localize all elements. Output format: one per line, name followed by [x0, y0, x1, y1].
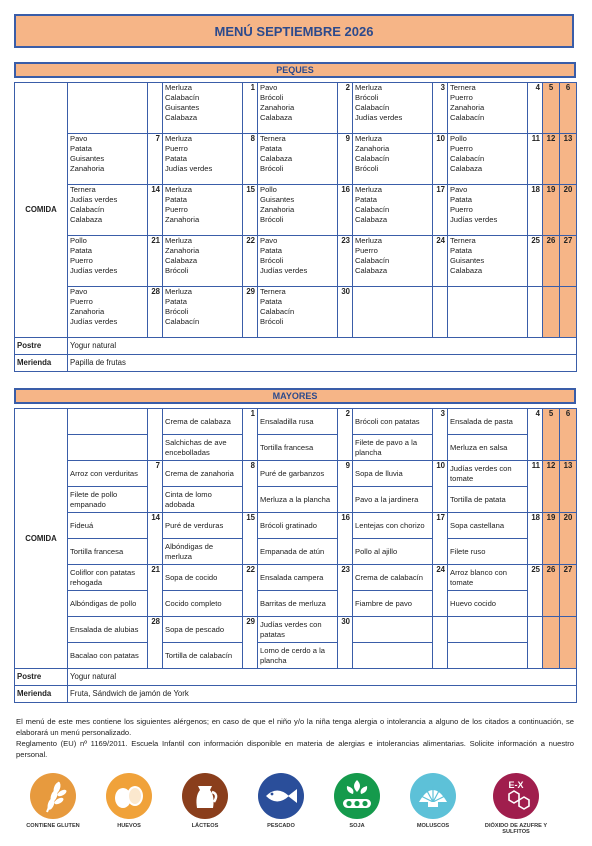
dish: Calabaza	[450, 266, 483, 275]
dish: Brócoli	[165, 266, 189, 275]
dish-second: Tortilla francesa	[258, 435, 338, 461]
peques-week-row	[15, 287, 577, 338]
weekend-day: 6	[560, 83, 577, 134]
dish-first: Judías verdes con tomate	[448, 461, 528, 487]
day-number: 17	[433, 185, 448, 236]
dish-second: Filete de pavo a la plancha	[353, 435, 433, 461]
allergen-soy	[324, 772, 390, 829]
dish: Judías verdes	[260, 266, 308, 275]
day-number: 15	[243, 513, 258, 565]
dish-first: Brócoli gratinado	[258, 513, 338, 539]
mayores-week-row	[15, 591, 577, 617]
allergen-sulphites	[476, 772, 556, 836]
dish: Pollo	[450, 134, 467, 143]
dish: Patata	[355, 195, 377, 204]
dish: Judías verdes	[355, 113, 403, 122]
postre-value: Yogur natural	[68, 338, 577, 355]
day-number: 21	[148, 236, 163, 287]
dish: Calabaza	[355, 266, 388, 275]
dish: Merluza	[355, 134, 383, 143]
day-dishes	[68, 287, 148, 338]
dish: Pavo	[450, 185, 468, 194]
dish-second: Pavo a la jardinera	[353, 487, 433, 513]
dish: Calabaza	[165, 113, 198, 122]
dish-second: Tortilla de patata	[448, 487, 528, 513]
day-number: 17	[433, 513, 448, 565]
dish: Calabaza	[355, 215, 388, 224]
peques-week-row	[15, 83, 577, 134]
day-dishes	[258, 134, 338, 185]
peques-section	[14, 62, 576, 372]
dish: Zanahoria	[260, 205, 295, 214]
day-number: 28	[148, 617, 163, 669]
merienda-label: Merienda	[15, 355, 68, 372]
dish: Pollo	[260, 185, 277, 194]
day-dishes	[448, 83, 528, 134]
dish-first: Ensalada de alubias	[68, 617, 148, 643]
weekend-day: 20	[560, 513, 577, 565]
dish: Ternera	[450, 83, 476, 92]
dish: Puerro	[165, 144, 188, 153]
dish: Zanahoria	[165, 215, 200, 224]
dish-first: Ensalada campera	[258, 565, 338, 591]
dish-first: Coliflor con patatas rehogada	[68, 565, 148, 591]
day-number: 24	[433, 236, 448, 287]
day-number	[433, 617, 448, 669]
dish-second	[448, 643, 528, 669]
dish-first	[68, 409, 148, 435]
dish: Patata	[450, 246, 472, 255]
dish-second: Pollo al ajillo	[353, 539, 433, 565]
day-dishes	[353, 185, 433, 236]
day-number: 10	[433, 134, 448, 185]
day-number: 16	[338, 185, 353, 236]
dish: Brócoli	[260, 215, 284, 224]
dish-first: Crema de calabaza	[163, 409, 243, 435]
dish: Puerro	[165, 205, 188, 214]
weekend-day: 13	[560, 461, 577, 513]
weekend-day: 19	[543, 185, 560, 236]
dish: Patata	[260, 144, 282, 153]
postre-value: Yogur natural	[68, 669, 577, 686]
day-dishes	[448, 236, 528, 287]
day-number: 14	[148, 513, 163, 565]
day-number: 14	[148, 185, 163, 236]
soy-icon	[333, 772, 381, 820]
dish: Calabacín	[450, 113, 485, 122]
day-dishes	[163, 287, 243, 338]
mayores-week-row	[15, 487, 577, 513]
dish: Patata	[165, 195, 187, 204]
dish: Calabacín	[355, 205, 390, 214]
allergen-label: HUEVOS	[117, 823, 141, 829]
mayores-week-row	[15, 513, 577, 539]
dish-second: Bacalao con patatas	[68, 643, 148, 669]
weekend-day: 27	[560, 565, 577, 617]
allergen-milk	[172, 772, 238, 829]
day-number: 16	[338, 513, 353, 565]
postre-label: Postre	[15, 338, 68, 355]
day-dishes	[68, 236, 148, 287]
dish: Patata	[260, 246, 282, 255]
merienda-value: Fruta, Sándwich de jamón de York	[68, 686, 577, 703]
dish-first: Crema de zanahoria	[163, 461, 243, 487]
dish: Calabacín	[260, 307, 295, 316]
weekend-day: 5	[543, 409, 560, 461]
dish-first: Ensalada de pasta	[448, 409, 528, 435]
weekend-day: 19	[543, 513, 560, 565]
dish: Ternera	[260, 134, 286, 143]
dish-first: Puré de garbanzos	[258, 461, 338, 487]
dish-second: Fiambre de pavo	[353, 591, 433, 617]
day-dishes	[163, 83, 243, 134]
peques-postre-row	[15, 338, 577, 355]
weekend-day: 12	[543, 134, 560, 185]
merienda-label: Merienda	[15, 686, 68, 703]
dish: Calabacín	[165, 317, 200, 326]
day-dishes	[68, 83, 148, 134]
day-dishes	[448, 287, 528, 338]
allergen-label: LÁCTEOS	[191, 823, 219, 829]
day-number: 24	[433, 565, 448, 617]
dish-first: Sopa castellana	[448, 513, 528, 539]
day-number: 30	[338, 287, 353, 338]
dish-second: Filete de pollo empanado	[68, 487, 148, 513]
dish-first: Sopa de lluvia	[353, 461, 433, 487]
mayores-heading: MAYORES	[14, 388, 576, 404]
mayores-week-row	[15, 565, 577, 591]
peques-week-row	[15, 236, 577, 287]
dish: Brócoli	[260, 256, 284, 265]
dish-second: Huevo cocido	[448, 591, 528, 617]
mayores-week-row	[15, 461, 577, 487]
day-number: 18	[528, 185, 543, 236]
dish: Calabacín	[355, 103, 390, 112]
dish-first: Lentejas con chorizo	[353, 513, 433, 539]
day-number: 10	[433, 461, 448, 513]
weekend-day: 6	[560, 409, 577, 461]
menu-title: MENÚ SEPTIEMBRE 2026	[14, 14, 574, 48]
day-dishes	[258, 287, 338, 338]
weekend-day: 20	[560, 185, 577, 236]
dish: Merluza	[355, 83, 383, 92]
dish-first: Fideuá	[68, 513, 148, 539]
dish-first: Sopa de cocido	[163, 565, 243, 591]
fish-icon	[257, 772, 305, 820]
dish: Patata	[70, 144, 92, 153]
dish: Merluza	[165, 185, 193, 194]
allergen-label: SOJA	[349, 823, 365, 829]
mayores-merienda-row	[15, 686, 577, 703]
merienda-value: Papilla de frutas	[68, 355, 577, 372]
dish: Brócoli	[355, 164, 379, 173]
allergen-note-2: Reglamento (EU) nº 1169/2011. Escuela Infantil con información disponible en materia de alergias e intolerancias alimentarias. Solicite información a nuestro personal.	[16, 739, 574, 759]
dish-second	[68, 435, 148, 461]
dish: Puerro	[70, 256, 93, 265]
day-dishes	[353, 83, 433, 134]
dish-first: Crema de calabacín	[353, 565, 433, 591]
weekend-day: 12	[543, 461, 560, 513]
weekend-day	[543, 617, 560, 669]
dish-second: Empanada de atún	[258, 539, 338, 565]
allergen-notes	[16, 716, 574, 760]
dish-second: Albóndigas de pollo	[68, 591, 148, 617]
day-number: 18	[528, 513, 543, 565]
day-number: 25	[528, 565, 543, 617]
allergen-fish	[248, 772, 314, 829]
dish: Merluza	[165, 236, 193, 245]
dish: Calabaza	[165, 256, 198, 265]
dish-first: Judías verdes con patatas	[258, 617, 338, 643]
dish-second: Tortilla francesa	[68, 539, 148, 565]
dish-first: Ensaladilla rusa	[258, 409, 338, 435]
dish: Zanahoria	[70, 164, 105, 173]
dish: Zanahoria	[165, 246, 200, 255]
dish: Patata	[70, 246, 92, 255]
weekend-day: 27	[560, 236, 577, 287]
day-dishes	[163, 185, 243, 236]
dish: Calabaza	[70, 215, 103, 224]
day-dishes	[163, 134, 243, 185]
day-dishes	[258, 236, 338, 287]
dish: Patata	[165, 297, 187, 306]
day-number	[148, 409, 163, 461]
dish-first	[448, 617, 528, 643]
dish: Puerro	[355, 246, 378, 255]
dish: Brócoli	[260, 317, 284, 326]
day-number	[148, 83, 163, 134]
dish: Pavo	[260, 83, 278, 92]
comida-label: COMIDA	[15, 409, 68, 669]
dish: Calabaza	[260, 154, 293, 163]
day-number: 23	[338, 236, 353, 287]
dish: Calabaza	[450, 164, 483, 173]
dish-second: Cocido completo	[163, 591, 243, 617]
dish: Guisantes	[70, 154, 105, 163]
dish-second: Tortilla de calabacín	[163, 643, 243, 669]
dish: Merluza	[355, 185, 383, 194]
dish-first: Arroz blanco con tomate	[448, 565, 528, 591]
mayores-week-row	[15, 409, 577, 435]
dish: Judías verdes	[165, 164, 213, 173]
dish: Pavo	[70, 134, 88, 143]
dish-second: Merluza a la plancha	[258, 487, 338, 513]
dish-first: Puré de verduras	[163, 513, 243, 539]
dish-first: Brócoli con patatas	[353, 409, 433, 435]
dish: Judías verdes	[70, 317, 118, 326]
day-number: 1	[243, 409, 258, 461]
wheat-icon	[29, 772, 77, 820]
day-dishes	[163, 236, 243, 287]
dish-second: Barritas de merluza	[258, 591, 338, 617]
dish-second: Albóndigas de merluza	[163, 539, 243, 565]
allergen-gluten	[20, 772, 86, 829]
dish-second	[353, 643, 433, 669]
dish-second: Filete ruso	[448, 539, 528, 565]
dish: Puerro	[450, 93, 473, 102]
dish: Calabacín	[355, 256, 390, 265]
weekend-day: 13	[560, 134, 577, 185]
dish: Zanahoria	[70, 307, 105, 316]
allergen-label: CONTIENE GLUTEN	[26, 823, 80, 829]
milk-jug-icon	[181, 772, 229, 820]
peques-table	[14, 82, 577, 372]
dish: Calabacín	[70, 205, 105, 214]
comida-label: COMIDA	[15, 83, 68, 338]
weekend-day: 26	[543, 565, 560, 617]
dish: Calabaza	[260, 113, 293, 122]
sulphite-icon	[492, 772, 540, 820]
day-number: 23	[338, 565, 353, 617]
day-number	[528, 617, 543, 669]
day-dishes	[258, 83, 338, 134]
day-dishes	[353, 236, 433, 287]
dish-first: Sopa de pescado	[163, 617, 243, 643]
dish: Brócoli	[260, 164, 284, 173]
dish: Brócoli	[355, 93, 379, 102]
day-number: 2	[338, 409, 353, 461]
day-number: 28	[148, 287, 163, 338]
peques-heading: PEQUES	[14, 62, 576, 78]
dish: Zanahoria	[355, 144, 390, 153]
weekend-day	[560, 287, 577, 338]
day-dishes	[353, 287, 433, 338]
mayores-week-row	[15, 435, 577, 461]
day-number: 21	[148, 565, 163, 617]
day-number: 22	[243, 565, 258, 617]
dish: Ternera	[450, 236, 476, 245]
dish: Calabacín	[450, 154, 485, 163]
day-dishes	[258, 185, 338, 236]
dish-second: Salchichas de ave encebolladas	[163, 435, 243, 461]
day-number: 15	[243, 185, 258, 236]
dish: Brócoli	[260, 93, 284, 102]
mayores-postre-row	[15, 669, 577, 686]
day-number: 7	[148, 134, 163, 185]
dish-first: Arroz con verduritas	[68, 461, 148, 487]
dish: Patata	[165, 154, 187, 163]
weekend-day	[560, 617, 577, 669]
day-dishes	[353, 134, 433, 185]
dish: Zanahoria	[450, 103, 485, 112]
dish: Puerro	[70, 297, 93, 306]
dish: Guisantes	[450, 256, 485, 265]
dish: Pavo	[260, 236, 278, 245]
dish: Ternera	[70, 185, 96, 194]
day-number: 25	[528, 236, 543, 287]
dish: Merluza	[165, 134, 193, 143]
allergen-eggs	[96, 772, 162, 829]
peques-week-row	[15, 185, 577, 236]
allergen-label: PESCADO	[267, 823, 295, 829]
day-number: 29	[243, 617, 258, 669]
dish-second: Merluza en salsa	[448, 435, 528, 461]
day-number: 9	[338, 134, 353, 185]
dish-second: Cinta de lomo adobada	[163, 487, 243, 513]
dish: Merluza	[355, 236, 383, 245]
dish: Guisantes	[260, 195, 295, 204]
eggs-icon	[105, 772, 153, 820]
day-number: 4	[528, 83, 543, 134]
dish: Pollo	[70, 236, 87, 245]
dish-first	[353, 617, 433, 643]
weekend-day: 26	[543, 236, 560, 287]
mayores-table	[14, 408, 577, 703]
dish: Judías verdes	[70, 266, 118, 275]
day-number: 1	[243, 83, 258, 134]
mayores-section	[14, 388, 576, 703]
dish: Zanahoria	[260, 103, 295, 112]
day-dishes	[448, 185, 528, 236]
day-number	[433, 287, 448, 338]
dish: Ternera	[260, 287, 286, 296]
peques-merienda-row	[15, 355, 577, 372]
allergen-label: DIÓXIDO DE AZUFRE Y SULFITOS	[484, 823, 548, 836]
mayores-week-row	[15, 617, 577, 643]
day-number	[528, 287, 543, 338]
peques-week-row	[15, 134, 577, 185]
dish-second: Lomo de cerdo a la plancha	[258, 643, 338, 669]
dish: Brócoli	[165, 307, 189, 316]
dish: Puerro	[450, 205, 473, 214]
day-number: 3	[433, 83, 448, 134]
day-number: 2	[338, 83, 353, 134]
weekend-day: 5	[543, 83, 560, 134]
day-number: 3	[433, 409, 448, 461]
day-number: 8	[243, 461, 258, 513]
allergen-label: MOLUSCOS	[416, 823, 450, 829]
dish: Guisantes	[165, 103, 200, 112]
postre-label: Postre	[15, 669, 68, 686]
dish: Judías verdes	[70, 195, 118, 204]
day-dishes	[448, 134, 528, 185]
mayores-week-row	[15, 643, 577, 669]
allergen-icons	[20, 772, 572, 834]
dish: Merluza	[165, 287, 193, 296]
dish: Judías verdes	[450, 215, 498, 224]
dish: Patata	[260, 297, 282, 306]
day-dishes	[68, 134, 148, 185]
dish: Puerro	[450, 144, 473, 153]
day-number: 11	[528, 461, 543, 513]
sulphite-badge: E-X	[508, 780, 524, 790]
dish: Merluza	[165, 83, 193, 92]
day-number: 8	[243, 134, 258, 185]
allergen-note-1: El menú de este mes contiene los siguientes alérgenos; en caso de que el niño y/o la niña tenga alergia o intolerancia a alguno de los citados a continuación, se elaborará un menú personalizado.	[16, 717, 574, 737]
day-number: 30	[338, 617, 353, 669]
dish: Patata	[450, 195, 472, 204]
day-number: 11	[528, 134, 543, 185]
mayores-week-row	[15, 539, 577, 565]
allergen-molluscs	[400, 772, 466, 829]
day-number: 7	[148, 461, 163, 513]
day-number: 22	[243, 236, 258, 287]
weekend-day	[543, 287, 560, 338]
shell-icon	[409, 772, 457, 820]
day-number: 4	[528, 409, 543, 461]
dish: Calabacín	[165, 93, 200, 102]
day-number: 29	[243, 287, 258, 338]
dish: Pavo	[70, 287, 88, 296]
dish: Calabacín	[355, 154, 390, 163]
day-dishes	[68, 185, 148, 236]
day-number: 9	[338, 461, 353, 513]
